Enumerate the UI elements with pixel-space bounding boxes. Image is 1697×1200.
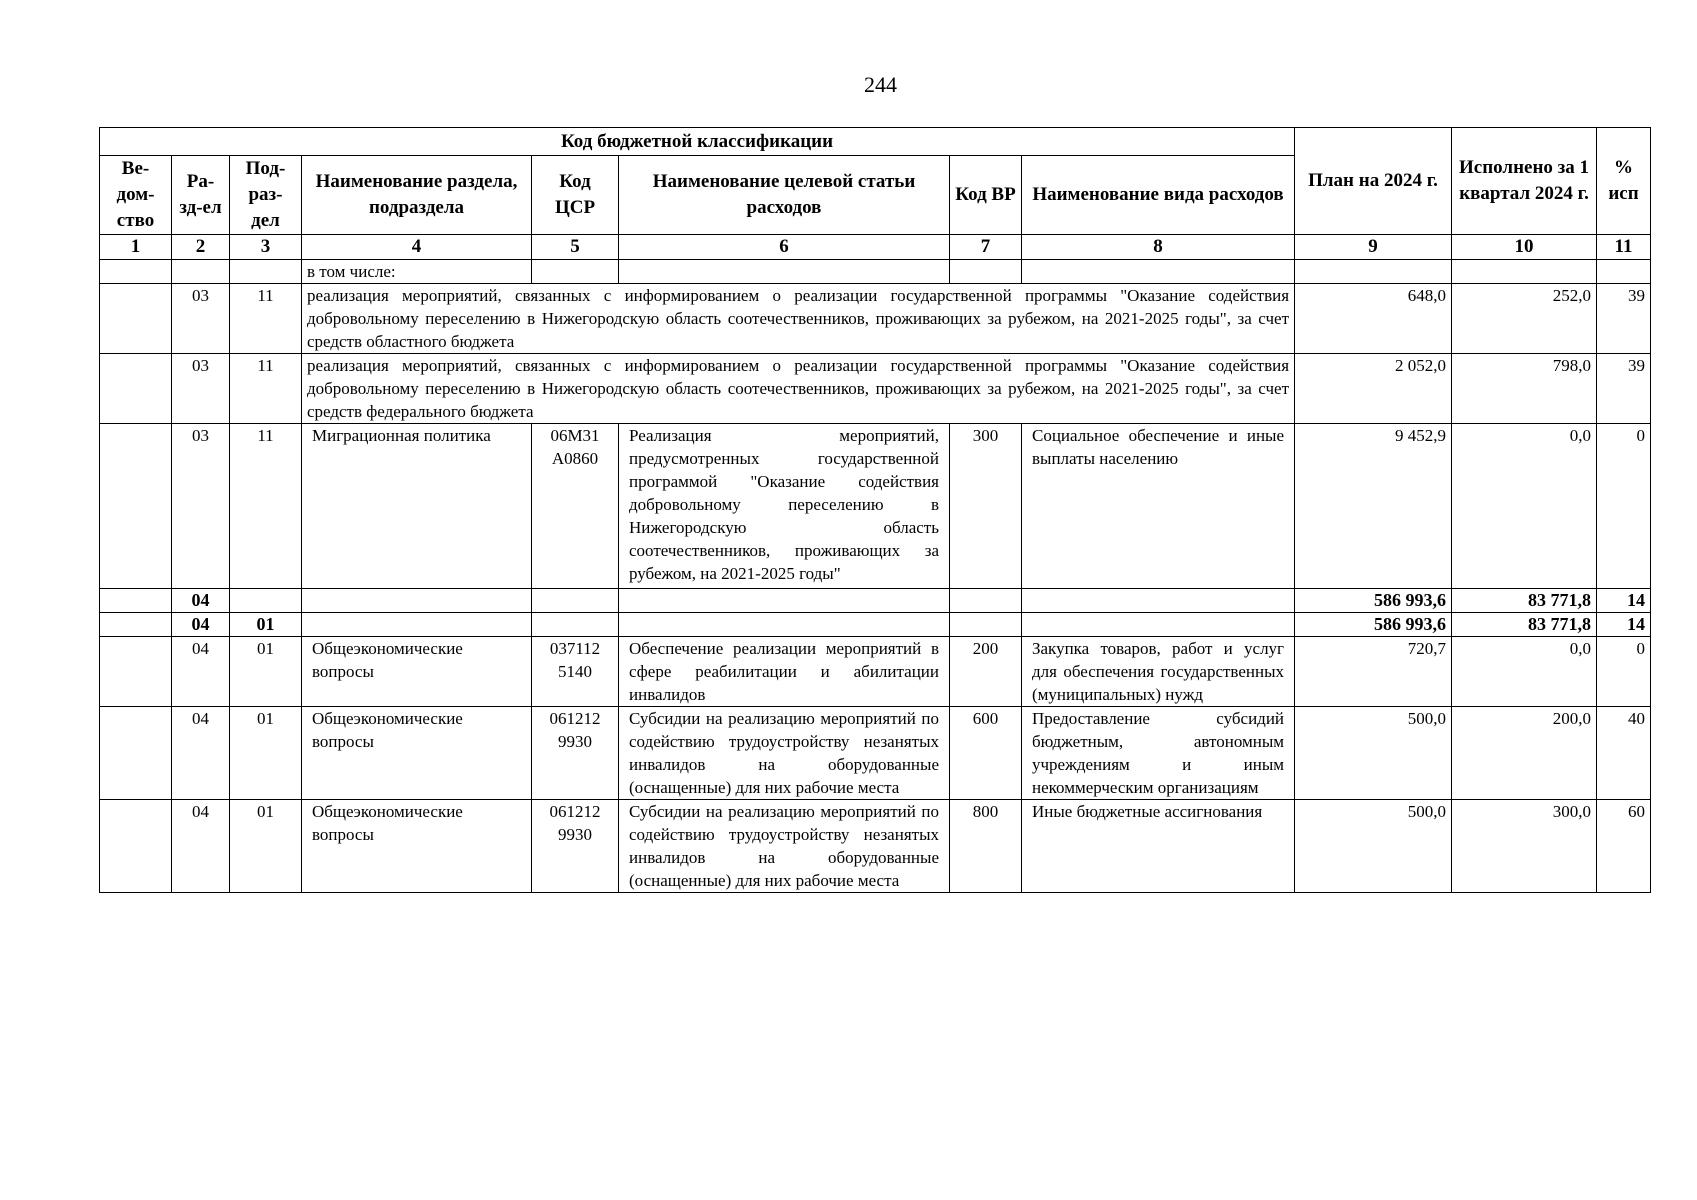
cell-description: реализация мероприятий, связанных с информированием о реализации государственной программы "Оказание содействия добровольному переселению в Нижегородскую область соотечественников, проживающих за рубежом, на 2021-2025 годы", за счет средств федерального бюджета <box>302 354 1295 424</box>
cell-naim-razdela: Общеэкономические вопросы <box>302 707 532 800</box>
cell-naim-vida: Предоставление субсидий бюджетным, автономным учреждениям и иным некоммерческим организациям <box>1022 707 1295 800</box>
cell-ispolneno: 0,0 <box>1452 424 1597 589</box>
cell-podrazdel: 01 <box>230 707 302 800</box>
table-row <box>100 424 1651 589</box>
cell-ispolneno: 798,0 <box>1452 354 1597 424</box>
cell-percent: 0 <box>1597 424 1651 589</box>
cell-ispolneno: 300,0 <box>1452 800 1597 893</box>
cell-podrazdel: 01 <box>230 613 302 637</box>
header-kod-vr: Код ВР <box>950 156 1022 235</box>
cell-ispolneno: 252,0 <box>1452 284 1597 354</box>
cell-plan: 586 993,6 <box>1295 589 1452 613</box>
cell-kod-csr: 06М31 А0860 <box>532 424 619 589</box>
column-number: 6 <box>619 235 950 260</box>
header-naim-celevoy: Наименование целевой статьи расходов <box>619 156 950 235</box>
cell-plan: 720,7 <box>1295 637 1452 707</box>
cell-percent: 39 <box>1597 284 1651 354</box>
header-plan: План на 2024 г. <box>1295 128 1452 235</box>
cell-razdel: 04 <box>172 589 230 613</box>
header-kod-csr: Код ЦСР <box>532 156 619 235</box>
column-number: 8 <box>1022 235 1295 260</box>
cell-razdel: 04 <box>172 613 230 637</box>
cell-kod-vr: 800 <box>950 800 1022 893</box>
cell-razdel: 03 <box>172 424 230 589</box>
cell-razdel: 03 <box>172 354 230 424</box>
column-number: 11 <box>1597 235 1651 260</box>
column-number: 1 <box>100 235 172 260</box>
cell-kod-csr: 061212 9930 <box>532 800 619 893</box>
cell-naim-razdela: Общеэкономические вопросы <box>302 800 532 893</box>
cell-podrazdel: 11 <box>230 284 302 354</box>
header-ispolneno: Исполнено за 1 квартал 2024 г. <box>1452 128 1597 235</box>
cell-percent: 0 <box>1597 637 1651 707</box>
cell-ispolneno: 83 771,8 <box>1452 613 1597 637</box>
cell-kod-csr: 037112 5140 <box>532 637 619 707</box>
cell-kod-vr: 200 <box>950 637 1022 707</box>
cell-plan: 2 052,0 <box>1295 354 1452 424</box>
table-row <box>100 707 1651 800</box>
column-number: 10 <box>1452 235 1597 260</box>
cell-plan: 500,0 <box>1295 800 1452 893</box>
cell-plan: 9 452,9 <box>1295 424 1452 589</box>
row-note: в том числе: <box>302 260 532 284</box>
column-number: 5 <box>532 235 619 260</box>
cell-percent: 40 <box>1597 707 1651 800</box>
cell-plan: 500,0 <box>1295 707 1452 800</box>
cell-naim-razdela: Общеэкономические вопросы <box>302 637 532 707</box>
header-podrazdel: Под-раз-дел <box>230 156 302 235</box>
cell-percent: 14 <box>1597 613 1651 637</box>
cell-ispolneno: 200,0 <box>1452 707 1597 800</box>
header-percent: % исп <box>1597 128 1651 235</box>
cell-podrazdel: 01 <box>230 637 302 707</box>
cell-naim-razdela: Миграционная политика <box>302 424 532 589</box>
cell-plan: 648,0 <box>1295 284 1452 354</box>
cell-naim-celevoy: Обеспечение реализации мероприятий в сфере реабилитации и абилитации инвалидов <box>619 637 950 707</box>
header-naim-razdela: Наименование раздела, подраздела <box>302 156 532 235</box>
cell-podrazdel: 11 <box>230 354 302 424</box>
cell-naim-celevoy: Субсидии на реализацию мероприятий по содействию трудоустройству незанятых инвалидов на оборудованные (оснащенные) для них рабочие места <box>619 800 950 893</box>
table-row <box>100 800 1651 893</box>
budget-table <box>99 127 1651 893</box>
cell-plan: 586 993,6 <box>1295 613 1452 637</box>
cell-podrazdel: 11 <box>230 424 302 589</box>
cell-razdel: 04 <box>172 800 230 893</box>
page-number: 244 <box>864 72 897 97</box>
cell-percent: 14 <box>1597 589 1651 613</box>
cell-kod-vr: 300 <box>950 424 1022 589</box>
cell-ispolneno: 83 771,8 <box>1452 589 1597 613</box>
cell-kod-vr: 600 <box>950 707 1022 800</box>
table-row <box>100 354 1651 424</box>
cell-ispolneno: 0,0 <box>1452 637 1597 707</box>
cell-naim-celevoy: Субсидии на реализацию мероприятий по содействию трудоустройству незанятых инвалидов на оборудованные (оснащенные) для них рабочие места <box>619 707 950 800</box>
table-row <box>100 637 1651 707</box>
column-number: 3 <box>230 235 302 260</box>
cell-razdel: 03 <box>172 284 230 354</box>
header-vedomstvo: Ве-дом-ство <box>100 156 172 235</box>
header-kbk: Код бюджетной классификации <box>100 128 1295 156</box>
table-row <box>100 260 1651 284</box>
header-razdel: Ра-зд-ел <box>172 156 230 235</box>
column-number: 7 <box>950 235 1022 260</box>
column-number: 4 <box>302 235 532 260</box>
header-naim-vida: Наименование вида расходов <box>1022 156 1295 235</box>
cell-description: реализация мероприятий, связанных с информированием о реализации государственной программы "Оказание содействия добровольному переселению в Нижегородскую область соотечественников, проживающих за рубежом, на 2021-2025 годы", за счет средств областного бюджета <box>302 284 1295 354</box>
cell-naim-vida: Социальное обеспечение и иные выплаты населению <box>1022 424 1295 589</box>
table-row-total <box>100 589 1651 613</box>
column-number: 9 <box>1295 235 1452 260</box>
cell-naim-vida: Закупка товаров, работ и услуг для обеспечения государственных (муниципальных) нужд <box>1022 637 1295 707</box>
cell-naim-celevoy: Реализация мероприятий, предусмотренных государственной программой "Оказание содействия добровольному переселению в Нижегородскую область соотечественников, проживающих за рубежом, на 2021-2025 годы" <box>619 424 950 589</box>
cell-podrazdel: 01 <box>230 800 302 893</box>
cell-podrazdel <box>230 589 302 613</box>
column-numbers-row <box>100 235 1651 260</box>
cell-razdel: 04 <box>172 707 230 800</box>
table-row <box>100 284 1651 354</box>
cell-percent: 39 <box>1597 354 1651 424</box>
cell-razdel: 04 <box>172 637 230 707</box>
table-row-total <box>100 613 1651 637</box>
cell-kod-csr: 061212 9930 <box>532 707 619 800</box>
column-number: 2 <box>172 235 230 260</box>
cell-naim-vida: Иные бюджетные ассигнования <box>1022 800 1295 893</box>
cell-percent: 60 <box>1597 800 1651 893</box>
